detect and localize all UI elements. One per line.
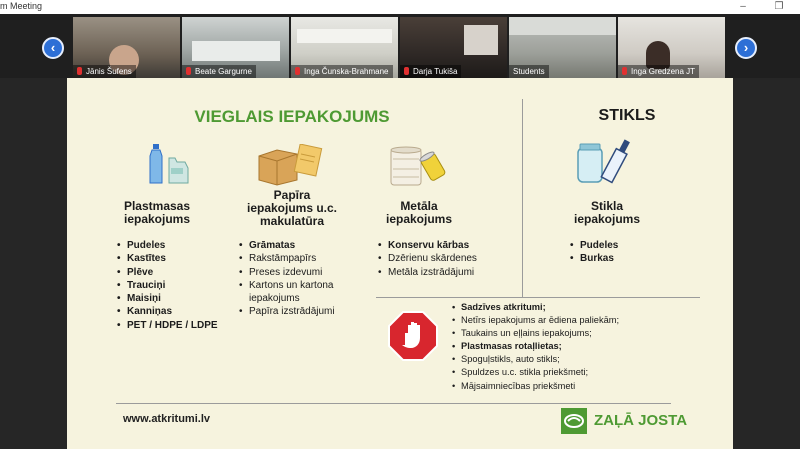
participant-video	[509, 17, 616, 35]
muted-mic-icon	[186, 67, 191, 75]
list-item: • Spuldzes u.c. stikla priekšmeti;	[452, 366, 682, 379]
footer-divider	[116, 403, 671, 404]
participant-tile[interactable]	[400, 17, 507, 78]
list-item: • Kanniņas	[117, 305, 218, 318]
gallery-next-button[interactable]: ›	[735, 37, 757, 59]
participant-name-label: Darja Tukiša	[400, 65, 461, 78]
participant-tile[interactable]	[509, 17, 616, 78]
muted-mic-icon	[622, 67, 627, 75]
list-item: • Spoguļstikls, auto stikls;	[452, 353, 682, 366]
glass-heading: STIKLS	[598, 107, 656, 124]
list-item: • Burkas	[570, 252, 618, 265]
plastic-category-title: Plastmasas iepakojums	[123, 199, 191, 226]
gallery-strip	[0, 14, 800, 78]
list-item: • Kartons un kartona iepakojums	[239, 279, 339, 306]
metal-can-icon	[389, 145, 449, 187]
window-title-bar	[0, 0, 800, 14]
metal-category-title: Metāla iepakojums	[385, 199, 453, 226]
list-item: • PET / HDPE / LDPE	[117, 319, 218, 332]
website-link[interactable]: www.atkritumi.lv	[123, 413, 211, 425]
participant-name-label: Students	[509, 65, 549, 78]
list-item: • Rakstāmpapīrs	[239, 252, 339, 265]
minimize-button[interactable]: –	[740, 1, 746, 12]
light-packaging-heading: VIEGLAIS IEPAKOJUMS	[194, 107, 390, 126]
participant-name-label: Beate Gargurne	[182, 65, 256, 78]
list-item: • Pudeles	[570, 239, 618, 252]
list-item: • Taukains un eļļains iepakojums;	[452, 327, 682, 340]
paper-items-list	[239, 239, 339, 319]
participant-tile[interactable]	[618, 17, 725, 78]
list-item: • Sadzīves atkritumi;	[452, 301, 682, 314]
list-item: • Metāla izstrādājumi	[378, 266, 477, 279]
plastic-bottle-icon	[147, 144, 193, 184]
logo-text: ZAĻĀ JOSTA	[594, 412, 688, 429]
section-divider	[376, 297, 700, 298]
list-item: • Dzērienu skārdenes	[378, 252, 477, 265]
participant-video	[464, 25, 498, 55]
logo-mark-icon	[561, 408, 587, 434]
list-item: • Papīra izstrādājumi	[239, 305, 339, 318]
glass-items-list	[570, 239, 618, 266]
plastic-items-list	[117, 239, 218, 332]
restore-button[interactable]: ❐	[774, 1, 784, 12]
list-item: • Plastmasas rotaļlietas;	[452, 340, 682, 353]
shared-slide	[67, 78, 733, 449]
list-item: • Netīrs iepakojums ar ēdiena paliekām;	[452, 314, 682, 327]
participant-video	[297, 29, 392, 43]
list-item: • Plēve	[117, 266, 218, 279]
brand-logo	[561, 408, 688, 434]
stop-hand-icon	[388, 311, 438, 361]
participant-name-label: Inga Čunska-Brahmane	[291, 65, 393, 78]
glass-jar-bottle-icon	[574, 138, 630, 188]
list-item: • Grāmatas	[239, 239, 339, 252]
list-item: • Preses izdevumi	[239, 266, 339, 279]
participant-name-label: Jānis Šufens	[73, 65, 136, 78]
list-item: • Mājsaimniecības priekšmeti	[452, 380, 682, 393]
participant-tile[interactable]	[182, 17, 289, 78]
muted-mic-icon	[77, 67, 82, 75]
column-divider	[522, 99, 523, 297]
muted-mic-icon	[404, 67, 409, 75]
participant-video	[192, 41, 280, 61]
metal-items-list	[378, 239, 477, 279]
list-item: • Pudeles	[117, 239, 218, 252]
list-item: • Trauciņi	[117, 279, 218, 292]
participant-name-label: Inga Gredzena JT	[618, 65, 699, 78]
participant-tile[interactable]	[73, 17, 180, 78]
list-item: • Konservu kārbas	[378, 239, 477, 252]
muted-mic-icon	[295, 67, 300, 75]
paper-category-title: Papīra iepakojums u.c. makulatūra	[246, 188, 338, 228]
window-title: m Meeting	[0, 1, 43, 11]
cardboard-box-icon	[257, 144, 323, 186]
not-accepted-list	[452, 301, 682, 393]
list-item: • Maisiņi	[117, 292, 218, 305]
glass-category-title: Stikla iepakojums	[573, 199, 641, 226]
gallery-prev-button[interactable]: ‹	[42, 37, 64, 59]
list-item: • Kastītes	[117, 252, 218, 265]
participant-tile[interactable]	[291, 17, 398, 78]
